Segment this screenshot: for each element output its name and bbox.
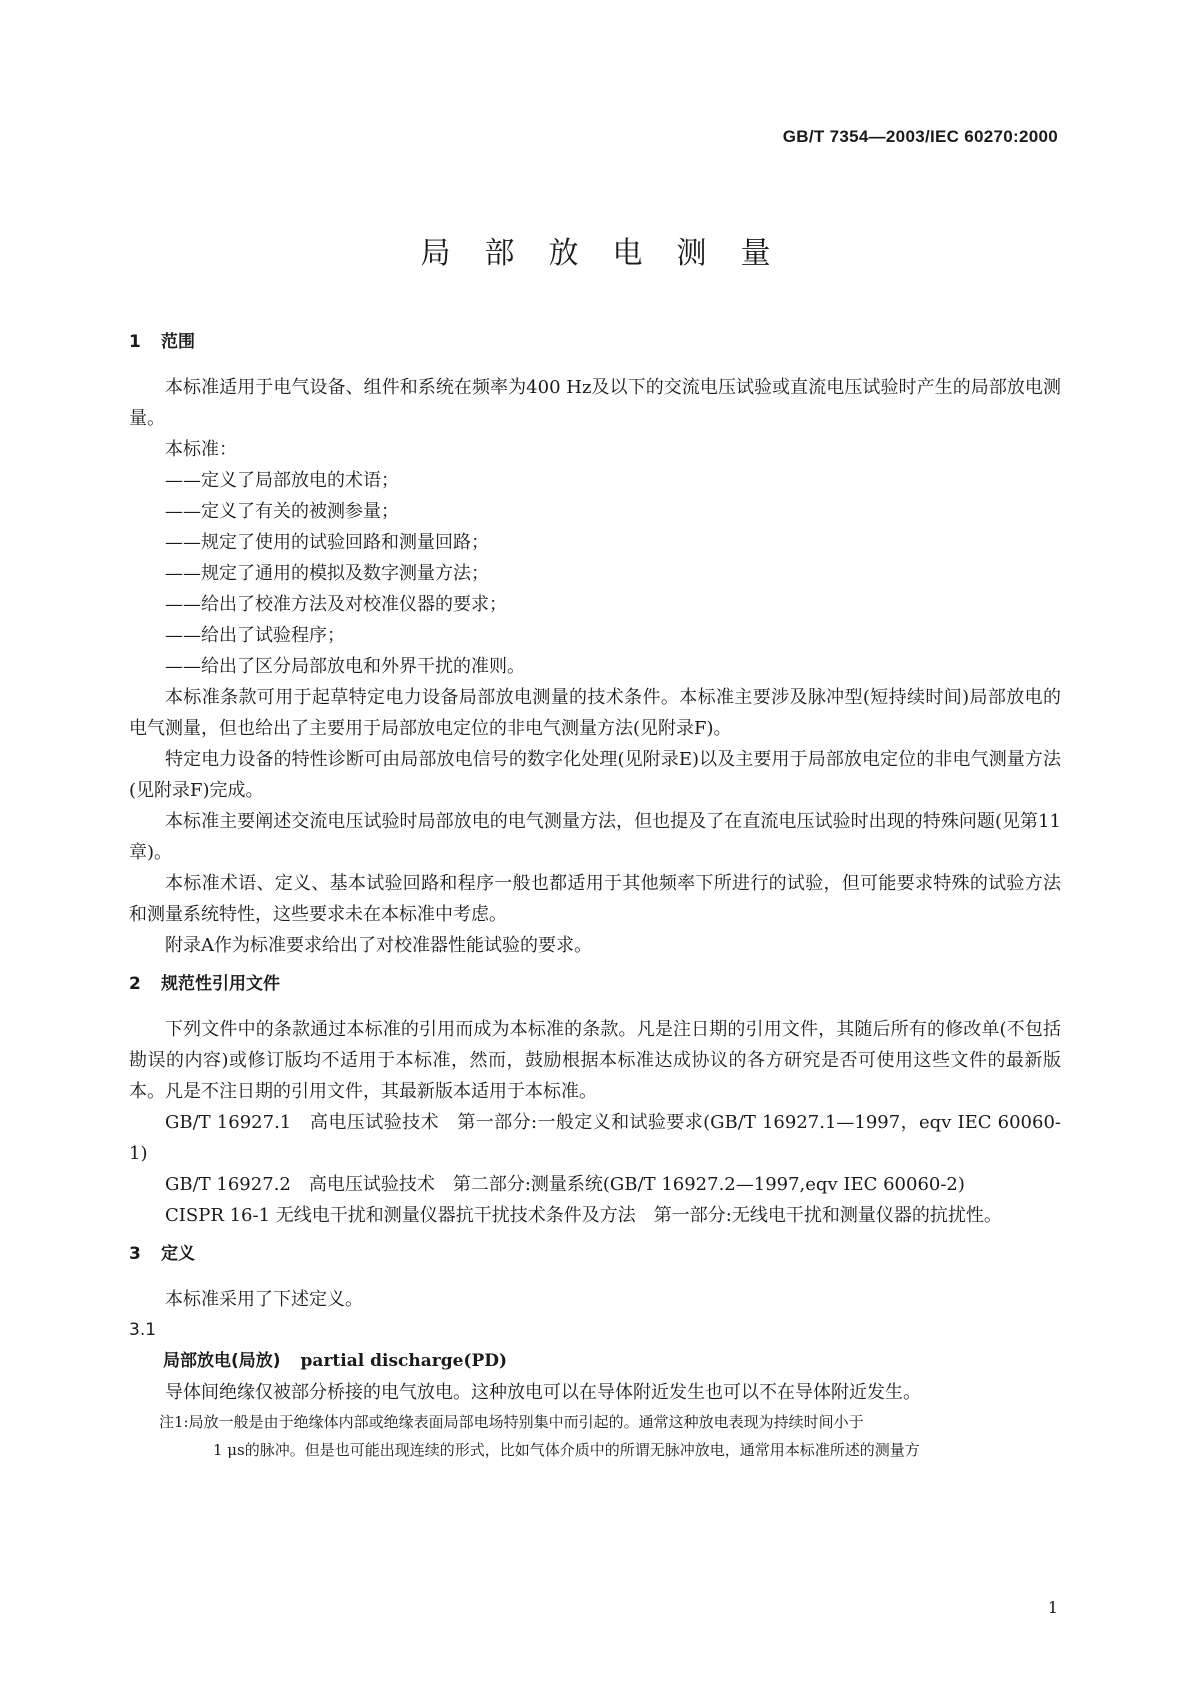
section-number: 1 bbox=[129, 332, 141, 352]
section-number: 3 bbox=[129, 1244, 141, 1264]
paragraph: 附录A作为标准要求给出了对校准器性能试验的要求。 bbox=[165, 935, 592, 956]
section-3-heading bbox=[129, 1239, 1061, 1270]
section-1-heading bbox=[129, 327, 1061, 358]
term-english: partial discharge(PD) bbox=[300, 1351, 508, 1371]
reference-item: CISPR 16-1 无线电干扰和测量仪器抗干扰技术条件及方法 第一部分:无线电干扰和测量仪器的抗扰性。 bbox=[165, 1205, 1002, 1226]
list-item: ——给出了试验程序； bbox=[165, 625, 345, 646]
section-title: 定义 bbox=[161, 1244, 195, 1264]
reference-item: GB/T 16927.1 高电压试验技术 第一部分:一般定义和试验要求(GB/T 16927.1—1997，eqv IEC 60060-1) bbox=[129, 1112, 1061, 1164]
list-item: ——定义了局部放电的术语； bbox=[165, 470, 399, 491]
list-item: ——给出了区分局部放电和外界干扰的准则。 bbox=[165, 656, 525, 677]
list-item: ——规定了通用的模拟及数字测量方法； bbox=[165, 563, 489, 584]
page-number: 1 bbox=[1047, 1598, 1058, 1617]
section-title: 规范性引用文件 bbox=[161, 974, 280, 994]
document-title: 局部放电测量 bbox=[420, 236, 805, 271]
list-item: ——给出了校准方法及对校准仪器的要求； bbox=[165, 594, 507, 615]
term-entry bbox=[129, 1346, 1061, 1377]
section-number: 2 bbox=[129, 974, 141, 994]
paragraph: 本标准： bbox=[165, 439, 237, 460]
reference-item: GB/T 16927.2 高电压试验技术 第二部分:测量系统(GB/T 16927.2—1997,eqv IEC 60060-2) bbox=[165, 1174, 965, 1195]
standard-code: GB/T 7354—2003/IEC 60270:2000 bbox=[782, 127, 1058, 146]
paragraph: 下列文件中的条款通过本标准的引用而成为本标准的条款。凡是注日期的引用文件，其随后所有的修改单(不包括勘误的内容)或修订版均不适用于本标准，然而，鼓励根据本标准达成协议的各方研究是否可使用这些文件的最新版本。凡是不注日期的引用文件，其最新版本适用于本标准。 bbox=[129, 1019, 1061, 1102]
paragraph: 本标准采用了下述定义。 bbox=[165, 1289, 363, 1310]
term-definition: 导体间绝缘仅被部分桥接的电气放电。这种放电可以在导体附近发生也可以不在导体附近发生。 bbox=[165, 1382, 921, 1403]
section-2-heading bbox=[129, 969, 1061, 1000]
clause-number: 3.1 bbox=[129, 1320, 157, 1340]
list-item: ——规定了使用的试验回路和测量回路； bbox=[165, 532, 489, 553]
paragraph: 本标准主要阐述交流电压试验时局部放电的电气测量方法，但也提及了在直流电压试验时出现的特殊问题(见第11章)。 bbox=[129, 811, 1061, 863]
section-title: 范围 bbox=[161, 332, 195, 352]
paragraph: 本标准适用于电气设备、组件和系统在频率为400 Hz及以下的交流电压试验或直流电压试验时产生的局部放电测量。 bbox=[129, 377, 1061, 429]
note-continuation: 1 μs的脉冲。但是也可能出现连续的形式，比如气体介质中的所谓无脉冲放电，通常用本标准所述的测量方 bbox=[213, 1441, 920, 1459]
document-body bbox=[129, 327, 1061, 1463]
list-item: ——定义了有关的被测参量； bbox=[165, 501, 399, 522]
paragraph: 特定电力设备的特性诊断可由局部放电信号的数字化处理(见附录E)以及主要用于局部放电定位的非电气测量方法(见附录F)完成。 bbox=[129, 749, 1061, 801]
note: 注1:局放一般是由于绝缘体内部或绝缘表面局部电场特别集中而引起的。通常这种放电表现为持续时间小于 bbox=[159, 1413, 864, 1431]
term-chinese: 局部放电(局放) bbox=[163, 1351, 281, 1371]
paragraph: 本标准术语、定义、基本试验回路和程序一般也都适用于其他频率下所进行的试验，但可能要求特殊的试验方法和测量系统特性，这些要求未在本标准中考虑。 bbox=[129, 873, 1061, 925]
paragraph: 本标准条款可用于起草特定电力设备局部放电测量的技术条件。本标准主要涉及脉冲型(短持续时间)局部放电的电气测量，但也给出了主要用于局部放电定位的非电气测量方法(见附录F)。 bbox=[129, 687, 1061, 739]
